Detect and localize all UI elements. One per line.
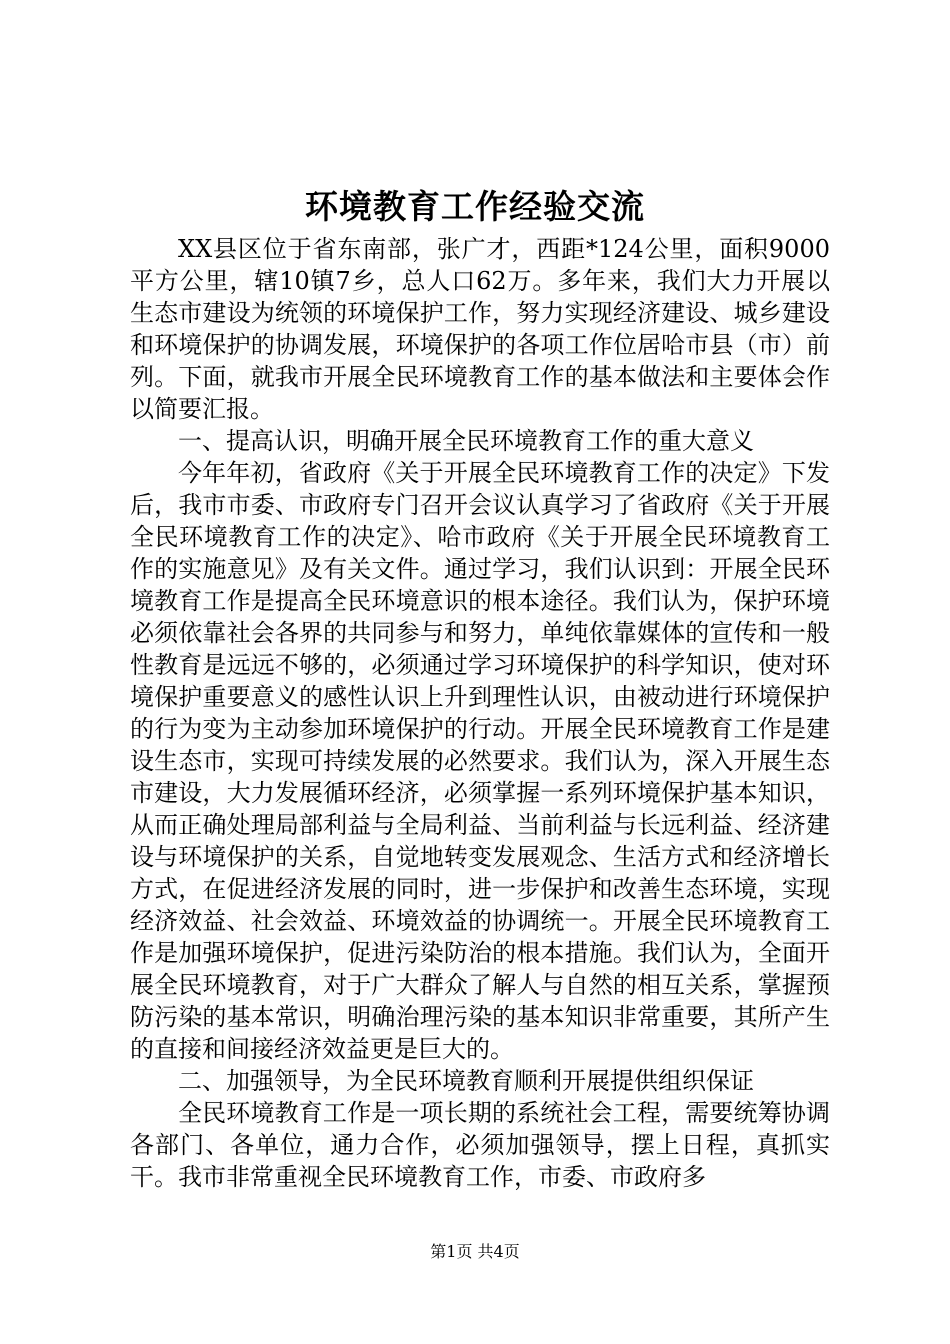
section-heading-2: 二、加强领导，为全民环境教育顺利开展提供组织保证: [178, 1067, 754, 1095]
document-body: [130, 233, 830, 1193]
page-number-footer: 第1页 共4页: [430, 1242, 520, 1261]
document-title: 环境教育工作经验交流: [305, 187, 645, 226]
paragraph-section-1: 今年年初，省政府《关于开展全民环境教育工作的决定》下发后，我市市委、市政府专门召开会议认真学习了省政府《关于开展全民环境教育工作的决定》、哈市政府《关于开展全民环境教育工作的实施意见》及有关文件。通过学习，我们认识到：开展全民环境教育工作是提高全民环境意识的根本途径。我们认为，保护环境必须依靠社会各界的共同参与和努力，单纯依靠媒体的宣传和一般性教育是远远不够的，必须通过学习环境保护的科学知识，使对环境保护重要意义的感性认识上升到理性认识，由被动进行环境保护的行为变为主动参加环境保护的行动。开展全民环境教育工作是建设生态市，实现可持续发展的必然要求。我们认为，深入开展生态市建设，大力发展循环经济，必须掌握一系列环境保护基本知识，从而正确处理局部利益与全局利益、当前利益与长远利益、经济建设与环境保护的关系，自觉地转变发展观念、生活方式和经济增长方式，在促进经济发展的同时，进一步保护和改善生态环境，实现经济效益、社会效益、环境效益的协调统一。开展全民环境教育工作是加强环境保护，促进污染防治的根本措施。我们认为，全面开展全民环境教育，对于广大群众了解人与自然的相互关系，掌握预防污染的基本常识，明确治理污染的基本知识非常重要，其所产生的直接和间接经济效益更是巨大的。: [130, 459, 830, 1063]
paragraph-section-2: 全民环境教育工作是一项长期的系统社会工程，需要统筹协调各部门、各单位，通力合作，必须加强领导，摆上日程，真抓实干。我市非常重视全民环境教育工作，市委、市政府多: [130, 1099, 830, 1191]
paragraph-intro: XX县区位于省东南部，张广才，西距*124公里，面积9000平方公里，辖10镇7乡，总人口62万。多年来，我们大力开展以生态市建设为统领的环境保护工作，努力实现经济建设、城乡建设和环境保护的协调发展，环境保护的各项工作位居哈市县（市）前列。下面，就我市开展全民环境教育工作的基本做法和主要体会作以简要汇报。: [130, 235, 830, 423]
section-heading-1: 一、提高认识，明确开展全民环境教育工作的重大意义: [178, 427, 754, 455]
